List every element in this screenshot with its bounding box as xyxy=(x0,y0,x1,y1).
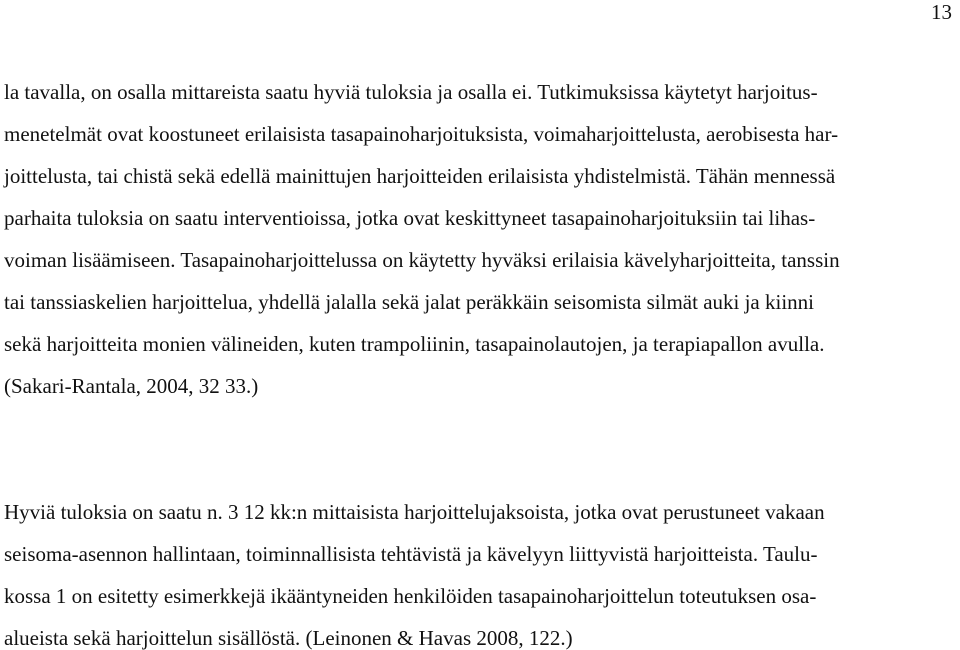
paragraph-1-line-2: menetelmät ovat koostuneet erilaisista tasapainoharjoituksista, voimaharjoittelusta, aerobisesta har- xyxy=(4,122,839,146)
paragraph-1-line-3: joittelusta, tai chistä sekä edellä mainittujen harjoitteiden erilaisista yhdistelmistä. Tähän mennessä xyxy=(4,164,836,188)
paragraph-2-line-2: seisoma-asennon hallintaan, toiminnallisista tehtävistä ja kävelyyn liittyvistä harjoitteista. Taulu- xyxy=(4,542,818,566)
paragraph-1-line-6: tai tanssiaskelien harjoittelua, yhdellä jalalla sekä jalat peräkkäin seisomista silmät auki ja kiinni xyxy=(4,290,815,314)
paragraph-2-line-1: Hyviä tuloksia on saatu n. 3 12 kk:n mittaisista harjoittelujaksoista, jotka ovat perustuneet vakaan xyxy=(4,500,825,524)
paragraph-2-line-3: kossa 1 on esitetty esimerkkejä ikääntyneiden henkilöiden tasapainoharjoittelun toteutuksen osa- xyxy=(4,584,817,608)
paragraph-1-line-1: la tavalla, on osalla mittareista saatu hyviä tuloksia ja osalla ei. Tutkimuksissa käytetyt harjoitus- xyxy=(4,80,818,104)
paragraph-1-line-8: (Sakari-Rantala, 2004, 32 33.) xyxy=(4,374,259,398)
page-number: 13 xyxy=(931,0,952,24)
paragraph-1-line-5: voiman lisäämiseen. Tasapainoharjoittelussa on käytetty hyväksi erilaisia kävelyharjoitteita, tanssin xyxy=(4,248,840,272)
paragraph-1-line-7: sekä harjoitteita monien välineiden, kuten trampoliinin, tasapainolautojen, ja terapiapallon avulla. xyxy=(4,332,825,356)
paragraph-1-line-4: parhaita tuloksia on saatu interventioissa, jotka ovat keskittyneet tasapainoharjoituksiin tai lihas- xyxy=(4,206,816,230)
paragraph-2-line-4: alueista sekä harjoittelun sisällöstä. (Leinonen & Havas 2008, 122.) xyxy=(4,626,573,650)
